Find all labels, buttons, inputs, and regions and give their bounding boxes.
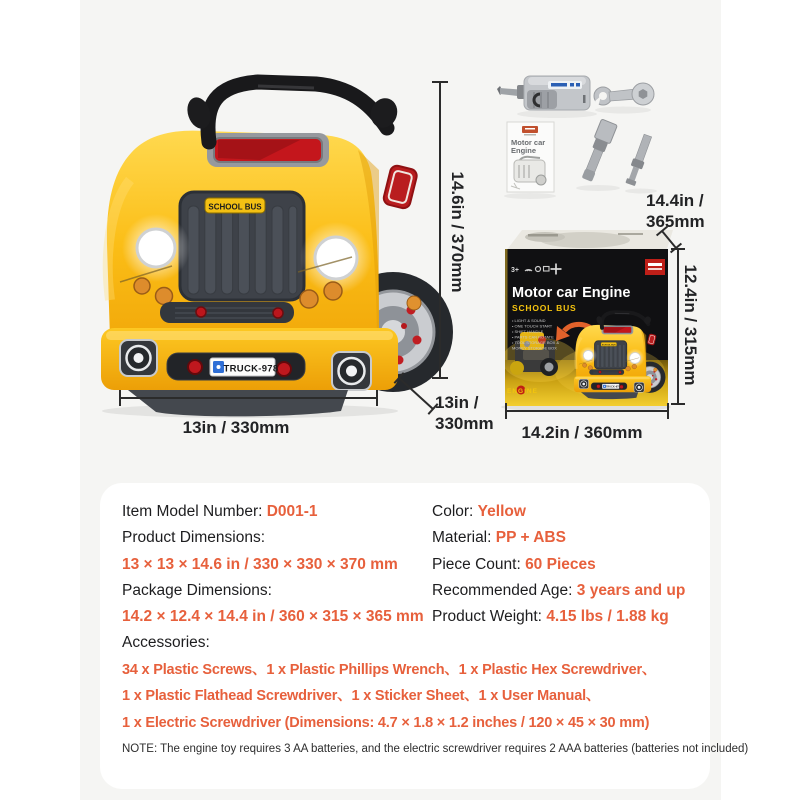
product-box-photo [501,230,673,412]
electric-screwdriver [497,76,590,110]
spec-column-left [122,499,432,630]
spec-product-dimensions-value: 13 × 13 × 14.6 in / 330 × 330 × 370 mm [122,555,398,573]
spec-package-dimensions-value: 14.2 × 12.4 × 14.4 in / 360 × 315 × 365 mm [122,608,424,626]
accessories-line-2: 1 x Plastic Flathead Screwdriver、1 x Sticker Sheet、1 x User Manual、 [122,688,601,705]
spec-item-model: Item Model Number: D001-1 [122,503,318,520]
spec-product-dimensions-label: Product Dimensions: [122,529,266,547]
spec-piece-count: Piece Count: 60 Pieces [432,555,596,573]
spec-package-dimensions-label: Package Dimensions: [122,581,272,599]
spec-color: Color: Yellow [432,503,526,520]
spec-recommended-age: Recommended Age: 3 years and up [432,581,686,599]
toy-bus-photo [101,82,453,416]
flathead-bit [624,134,653,187]
wrench [594,83,654,107]
spec-card [100,483,749,789]
svg-text:• SHIFT HANDLE: • SHIFT HANDLE [512,329,544,334]
manual-title-line2: Engine [511,146,537,155]
user-manual [507,122,554,192]
dim-label-box-height: 12.4in / 315mm [681,264,700,386]
svg-text:• ONE TOUCH START: • ONE TOUCH START [512,323,553,329]
dim-label-bus-height: 14.6in / 370mm [448,171,467,293]
box-logo-chip [645,259,665,275]
dim-label-package-depth: 14.4in / 365mm [646,191,705,231]
manual-title-line1: Motor car [511,138,546,147]
phillips-bit [578,119,617,183]
box-title: Motor car Engine [512,285,631,301]
age-grade-icon: 3+ [511,267,519,274]
svg-text:MONEY STORAGE BOX: MONEY STORAGE BOX [512,345,557,351]
accessories-label: Accessories: [122,634,210,652]
spec-column-right [432,499,688,630]
box-subtitle: SCHOOL BUS [512,303,577,313]
accessories-line-1: 34 x Plastic Screws、1 x Plastic Phillips Wrench、1 x Plastic Hex Screwdriver、 [122,661,657,678]
spec-material: Material: PP + ABS [432,529,566,547]
box-brand-text: ENGINE [507,388,538,395]
dim-label-bus-depth: 13in / 330mm [435,393,494,433]
svg-text:• TOOL STORAGE BOX &: • TOOL STORAGE BOX & [512,340,560,345]
dim-label-bus-width: 13in / 330mm [182,418,290,437]
svg-text:• PARTS CAN ROTATE: • PARTS CAN ROTATE [512,334,554,340]
accessories-photo [497,76,657,199]
battery-note: NOTE: The engine toy requires 3 AA batteries, and the electric screwdriver requires 2 AAA batteries (batteries not included) [122,743,749,756]
accessories-line-3: 1 x Electric Screwdriver (Dimensions: 4.7 × 1.8 × 1.2 inches / 120 × 45 × 30 mm) [122,714,650,731]
spec-product-weight: Product Weight: 4.15 lbs / 1.88 kg [432,608,669,626]
dim-label-box-width: 14.2in / 360mm [521,423,643,442]
svg-text:• LIGHT & SOUND: • LIGHT & SOUND [512,318,546,323]
